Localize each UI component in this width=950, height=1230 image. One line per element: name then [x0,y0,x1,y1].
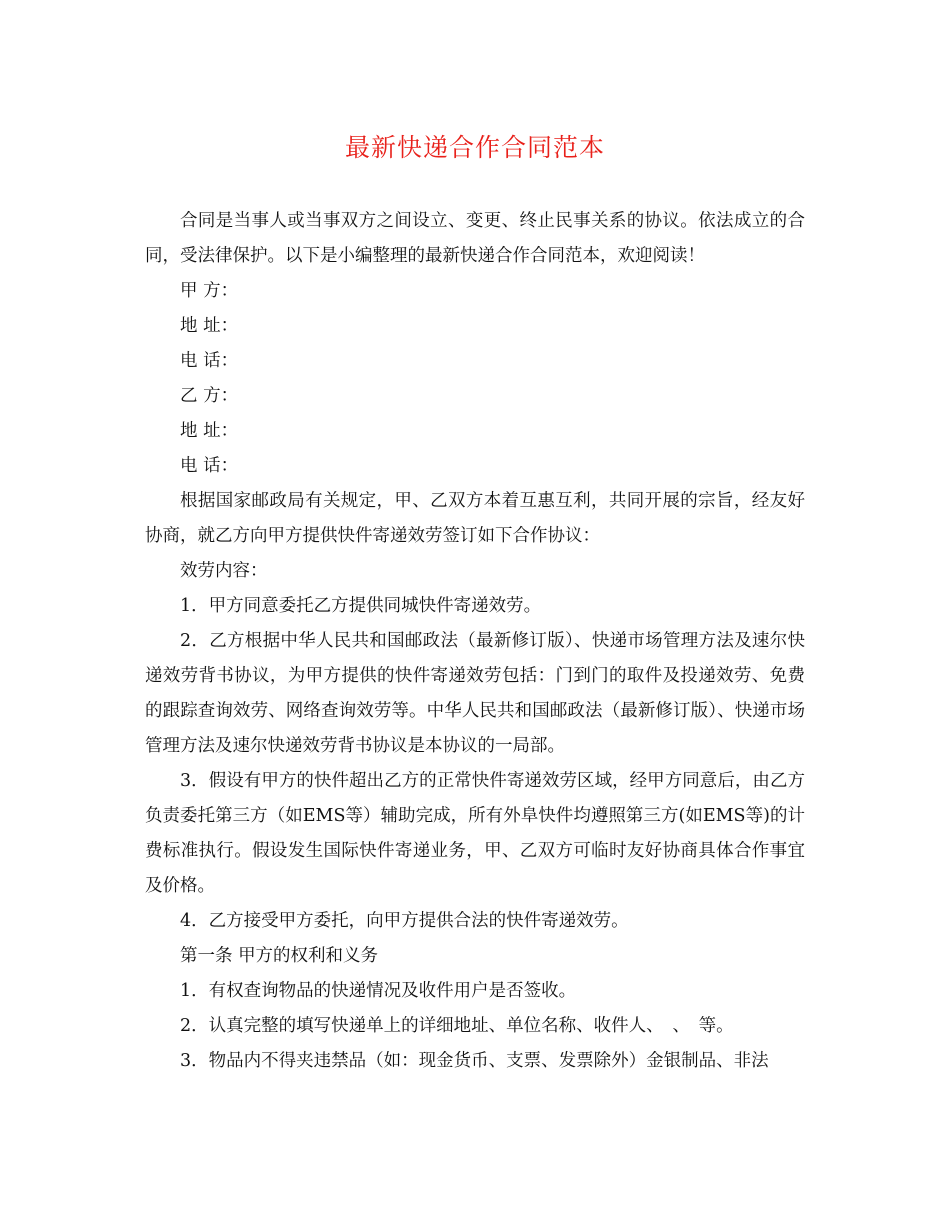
service-item-1: 1．甲方同意委托乙方提供同城快件寄递效劳。 [180,596,542,616]
party-a-address-label: 地 址： [180,316,239,336]
party-b-address-label: 地 址： [180,421,239,441]
service-item-3: 3．假设有甲方的快件超出乙方的正常快件寄递效劳区域，经甲方同意后，由乙方负责委托第三方（如EMS等）辅助完成，所有外阜快件均遵照第三方(如EMS等)的计费标准执行。假设发生国际快件寄递业务，甲、乙双方可临时友好协商具体合作事宜及价格。 [145,771,805,896]
party-a-label: 甲 方： [180,281,239,301]
article-1-heading: 第一条 甲方的权利和义务 [180,946,379,966]
party-b-label: 乙 方： [180,386,239,406]
document-body [145,204,805,1079]
article-1-item-3: 3．物品内不得夹违禁品（如：现金货币、支票、发票除外）金银制品、非法 [180,1051,769,1071]
article-1-item-1: 1．有权查询物品的快递情况及收件用户是否签收。 [180,981,577,1001]
preamble-paragraph: 根据国家邮政局有关规定，甲、乙双方本着互惠互利，共同开展的宗旨，经友好协商，就乙方向甲方提供快件寄递效劳签订如下合作协议： [145,491,805,546]
party-a-phone-label: 电 话： [180,351,239,371]
intro-paragraph: 合同是当事人或当事双方之间设立、变更、终止民事关系的协议。依法成立的合同，受法律保护。以下是小编整理的最新快递合作合同范本，欢迎阅读！ [145,211,805,266]
service-content-heading: 效劳内容： [180,561,268,581]
document-title: 最新快递合作合同范本 [344,133,605,162]
article-1-item-2: 2．认真完整的填写快递单上的详细地址、单位名称、收件人、 、 等。 [180,1016,734,1036]
service-item-2: 2．乙方根据中华人民共和国邮政法（最新修订版）、快递市场管理方法及速尔快递效劳背书协议，为甲方提供的快件寄递效劳包括：门到门的取件及投递效劳、免费的跟踪查询效劳、网络查询效劳等。中华人民共和国邮政法（最新修订版）、快递市场管理方法及速尔快递效劳背书协议是本协议的一局部。 [145,631,805,756]
party-b-phone-label: 电 话： [180,456,239,476]
service-item-4: 4．乙方接受甲方委托，向甲方提供合法的快件寄递效劳。 [180,911,629,931]
